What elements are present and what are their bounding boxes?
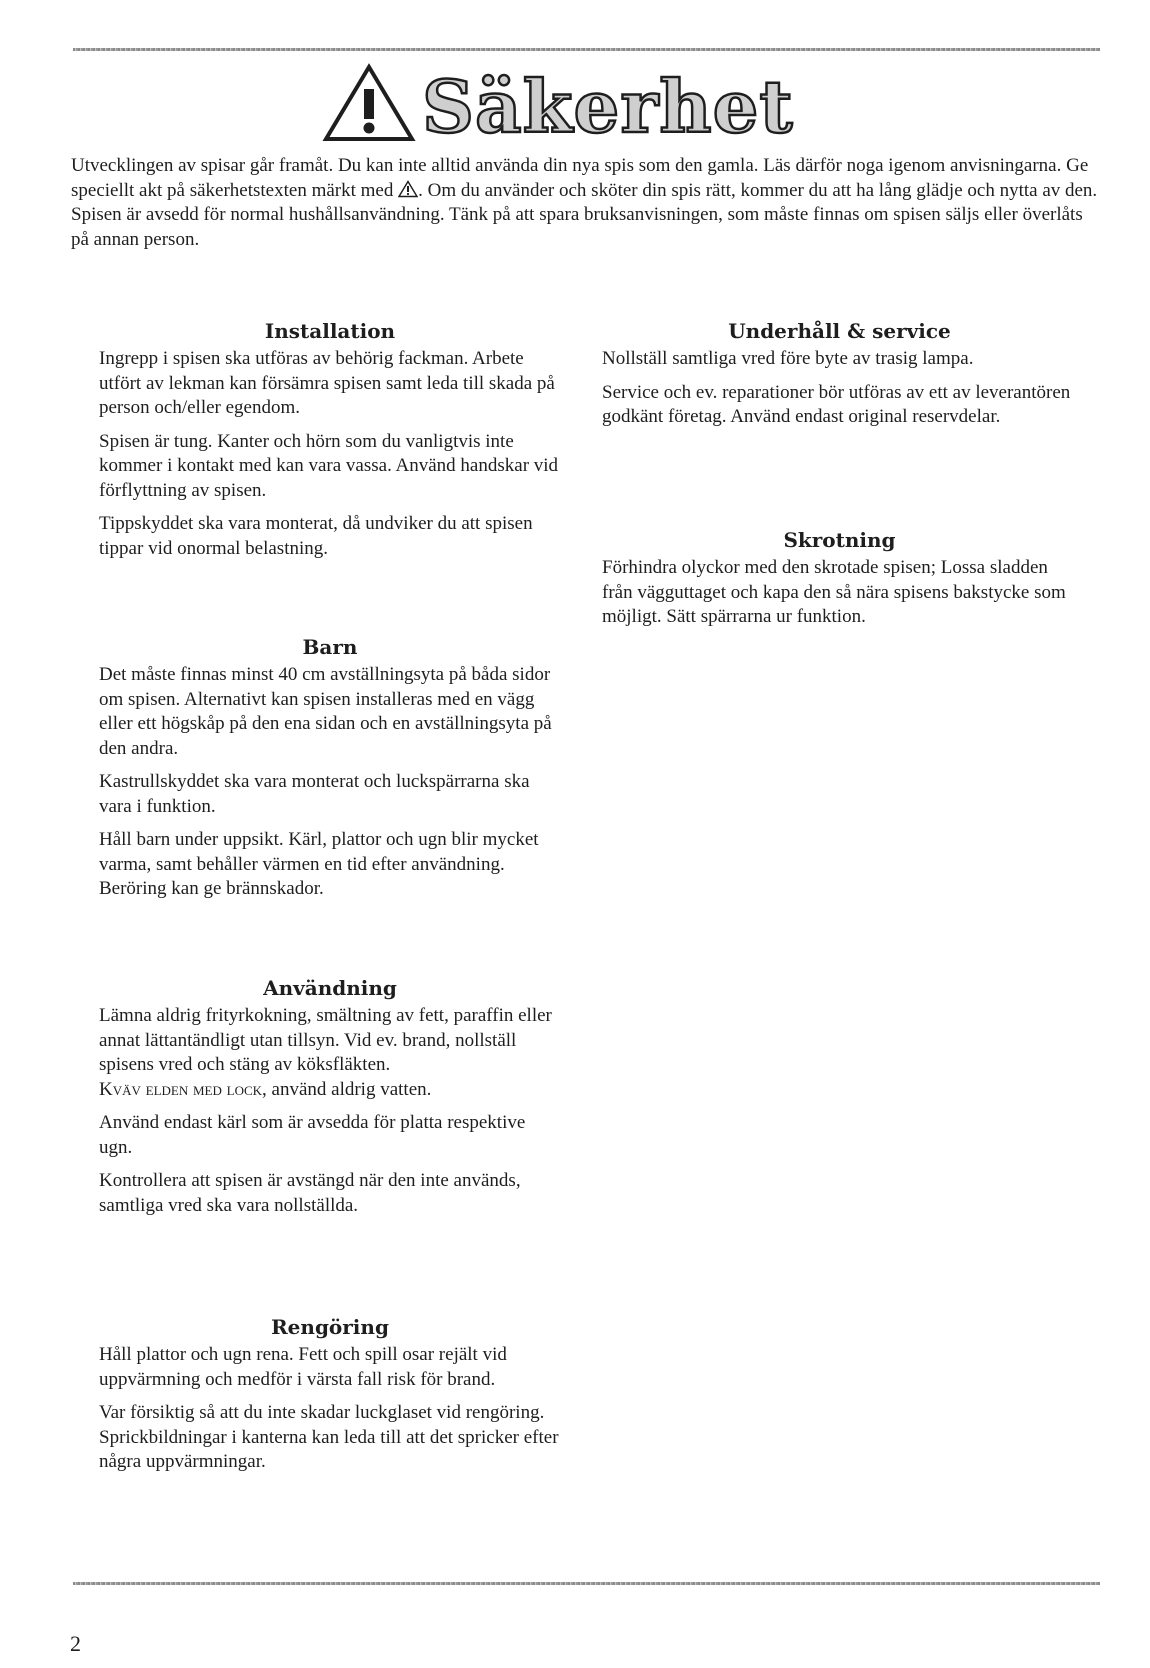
paragraph: Nollställ samtliga vred före byte av trasig lampa. [602, 348, 974, 369]
section-heading: Skrotning [783, 528, 896, 552]
section-barn [99, 634, 561, 911]
section-rengoring [99, 1314, 561, 1484]
page-title [322, 58, 794, 148]
section-anvandning [99, 975, 561, 1227]
bottom-divider [73, 1582, 1100, 1585]
section-skrotning [602, 527, 1077, 639]
paragraph-text: , använd aldrig vatten. [262, 1078, 432, 1100]
paragraph: Håll barn under uppsikt. Kärl, plattor och ugn blir mycket varma, samt behåller värmen en tid efter användning. Beröring kan ge brännskador. [99, 829, 539, 899]
paragraph: Använd endast kärl som är avsedda för platta respektive ugn. [99, 1112, 526, 1158]
paragraph: Ingrepp i spisen ska utföras av behörig fackman. Arbete utfört av lekman kan försämra spisen samt leda till skada på person och/eller egendom. [99, 348, 555, 418]
warning-triangle-icon [322, 63, 416, 143]
section-heading: Barn [302, 635, 358, 659]
paragraph: Kastrullskyddet ska vara monterat och luckspärrarna ska vara i funktion. [99, 771, 530, 817]
section-underhall-service [602, 318, 1077, 439]
section-heading: Användning [263, 976, 397, 1000]
paragraph-text: Lämna aldrig frityrkokning, smältning av fett, paraffin eller annat lättantändligt utan tillsyn. Vid ev. brand, nollställ spisens vred och stäng av köksfläkten. [99, 1005, 552, 1075]
paragraph: Förhindra olyckor med den skrotade spisen; Lossa sladden från vägguttaget och kapa den så nära spisens bakstycke som möjligt. Sätt spärrarna ur funktion. [602, 557, 1066, 627]
title-text: Säkerhet [422, 64, 794, 149]
paragraph: Spisen är tung. Kanter och hörn som du vanligtvis inte kommer i kontakt med kan vara vassa. Använd handskar vid förflyttning av spisen. [99, 430, 559, 501]
section-installation [99, 318, 561, 570]
smallcaps-warning: Kväv elden med lock [99, 1078, 263, 1100]
paragraph: Service och ev. reparationer bör utföras av ett av leverantören godkänt företag. Använd endast original reservdelar. [602, 381, 1071, 427]
warning-triangle-icon [398, 180, 418, 198]
paragraph [99, 1004, 561, 1102]
paragraph: Håll plattor och ugn rena. Fett och spill osar rejält vid uppvärmning och medför i värsta fall risk för brand. [99, 1344, 507, 1390]
paragraph: Kontrollera att spisen är avstängd när den inte används, samtliga vred ska vara nollställda. [99, 1170, 521, 1216]
paragraph: Det måste finnas minst 40 cm avställningsyta på båda sidor om spisen. Alternativt kan spisen installeras med en vägg eller ett högskåp på den ena sidan och en avställningsyta på den andra. [99, 664, 552, 759]
intro-text-end: . Om du använder och sköter din spis rätt, kommer du att ha lång glädje och nytta av den. Spisen är avsedd för normal hushållsanvändning. Tänk på att spara bruksanvisningen, som måste finnas om spisen säljs eller överlåts på annan person. [71, 179, 1098, 250]
paragraph: Tippskyddet ska vara monterat, då undviker du att spisen tippar vid onormal belastning. [99, 513, 533, 559]
section-heading: Underhåll & service [728, 319, 951, 343]
intro-paragraph [71, 154, 1101, 252]
intro-text-start: Utvecklingen av spisar går framåt. Du kan inte alltid använda din nya spis som den gamla. Läs därför noga igenom anvisningarna. Ge speciellt akt på säkerhetstexten märkt med [71, 155, 1089, 201]
paragraph: Var försiktig så att du inte skadar luckglaset vid rengöring. Sprickbildningar i kanterna kan leda till att det spricker efter några uppvärmningar. [99, 1402, 559, 1472]
top-divider [73, 48, 1100, 51]
section-heading: Rengöring [271, 1315, 389, 1339]
page-number: 2 [70, 1631, 81, 1656]
section-heading: Installation [264, 319, 396, 343]
